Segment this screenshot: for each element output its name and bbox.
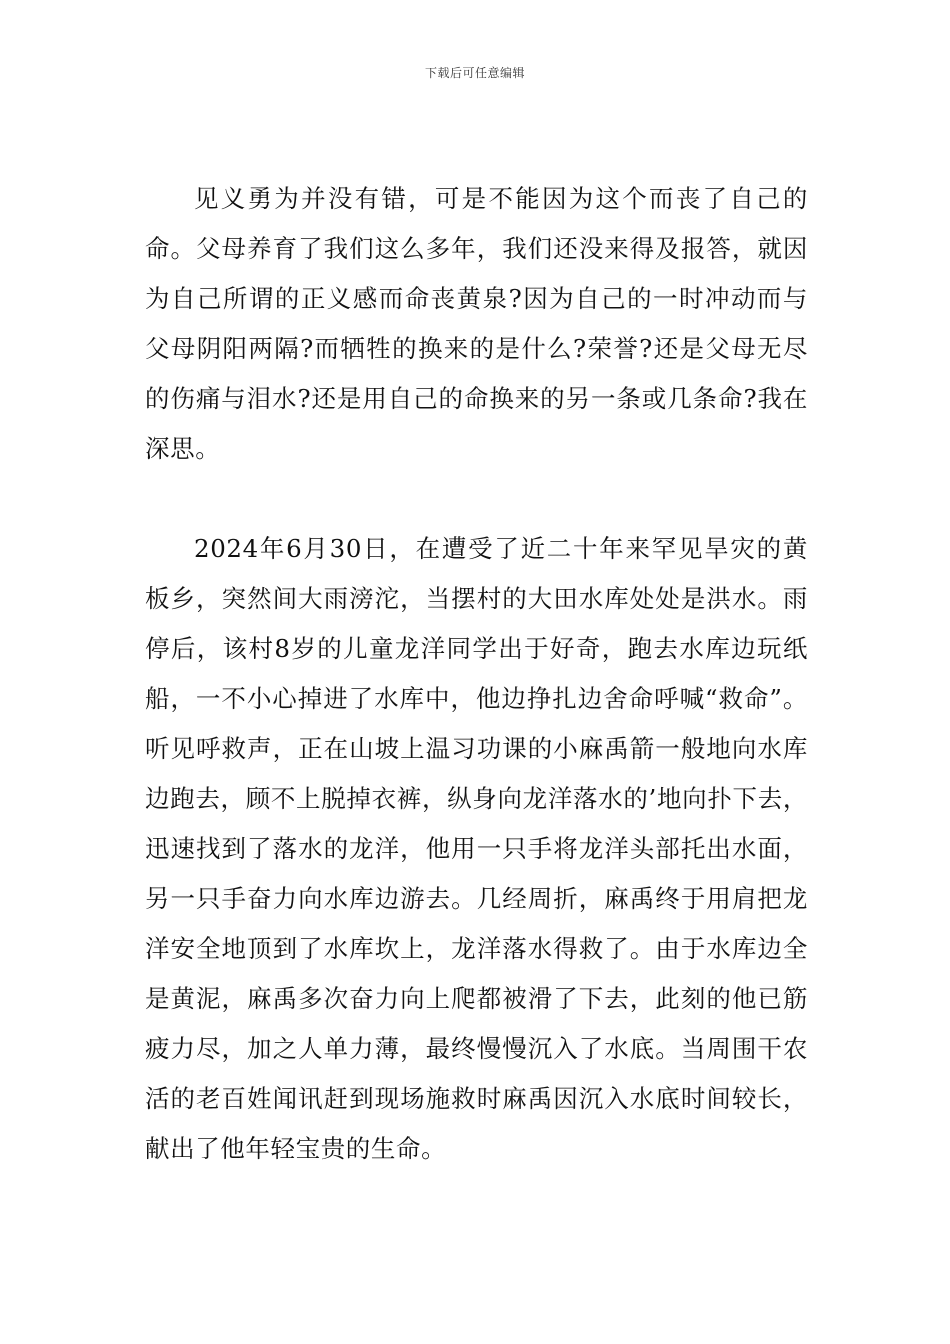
body-paragraph-1	[145, 174, 808, 474]
body-paragraph-2	[145, 524, 808, 1174]
paragraph-text: 2024年6月30日，在遭受了近二十年来罕见旱灾的黄板乡，突然间大雨滂沱，当摆村的大田水库处处是洪水。雨停后，该村8岁的儿童龙洋同学出于好奇，跑去水库边玩纸船，一不小心掉进了水库中，他边挣扎边舍命呼喊“救命”。听见呼救声，正在山坡上温习功课的小麻禹箭一般地向水库边跑去，顾不上脱掉衣裤，纵身向龙洋落水的’地向扑下去，迅速找到了落水的龙洋，他用一只手将龙洋头部托出水面，另一只手奋力向水库边游去。几经周折，麻禹终于用肩把龙洋安全地顶到了水库坎上，龙洋落水得救了。由于水库边全是黄泥，麻禹多次奋力向上爬都被滑了下去，此刻的他已筋疲力尽，加之人单力薄，最终慢慢沉入了水底。当周围干农活的老百姓闻讯赶到现场施救时麻禹因沉入水底时间较长，献出了他年轻宝贵的生命。	[145, 534, 808, 1163]
page-header: 下载后可任意编辑	[424, 66, 525, 80]
paragraph-text: 见义勇为并没有错，可是不能因为这个而丧了自己的命。父母养育了我们这么多年，我们还没来得及报答，就因为自己所谓的正义感而命丧黄泉?因为自己的一时冲动而与父母阴阳两隔?而牺牲的换来的是什么?荣誉?还是父母无尽的伤痛与泪水?还是用自己的命换来的另一条或几条命?我在深思。	[145, 184, 808, 463]
